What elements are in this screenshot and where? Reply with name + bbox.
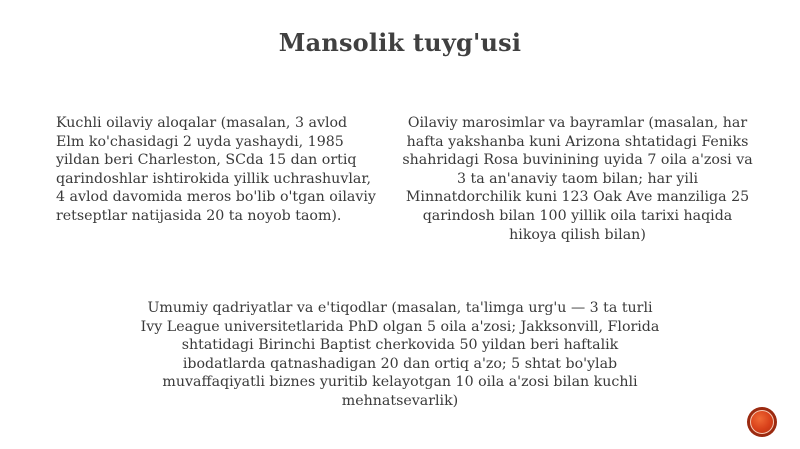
family-ties-paragraph: Kuchli oilaviy aloqalar (masalan, 3 avlod Elm ko'chasidagi 2 uyda yashaydi, 1985 yildan beri Charleston, SCda 15 dan ortiq qarindoshlar ishtirokida yillik uchrashuvlar, 4 avlod davomida meros bo'lib o'tgan oilaviy retseptlar natijasida 20 ta noyob taom). [56,115,376,224]
shared-values-paragraph: Umumiy qadriyatlar va e'tiqodlar (masalan, ta'limga urg'u — 3 ta turli Ivy League universitetlarida PhD olgan 5 oila a'zosi; Jakksonvill, Florida shtatidagi Birinchi Baptist cherkovida 50 yildan beri haftalik ibodatlarda qatnashadigan 20 dan ortiq a'zo; 5 shtat bo'ylab muvaffaqiyatli biznes yuritib kelayotgan 10 oila a'zosi bilan kuchli mehnatsevarlik) [140,300,660,409]
slide-title: Mansolik tuyg'usi [278,28,522,57]
circle-nav-icon [750,410,774,434]
next-slide-button[interactable] [747,407,777,437]
family-traditions-paragraph: Oilaviy marosimlar va bayramlar (masalan, har hafta yakshanba kuni Arizona shtatidagi Feniks shahridagi Rosa buvinining uyida 7 oila a'zosi va 3 ta an'anaviy taom bilan; har yili Minnatdorchilik kuni 123 Oak Ave manziliga 25 qarindosh bilan 100 yillik oila tarixi haqida hikoya qilish bilan) [402,115,753,243]
